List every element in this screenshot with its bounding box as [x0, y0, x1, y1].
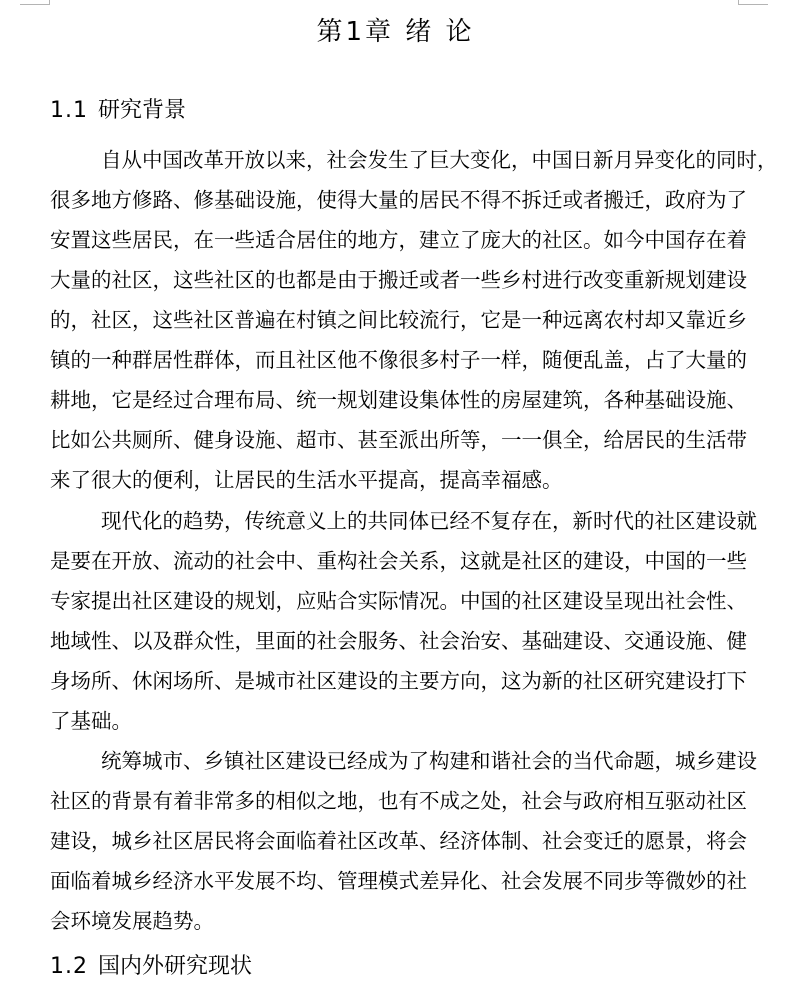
paragraph-1: [50, 140, 778, 500]
section-heading-1-1: [50, 96, 186, 126]
text-line: 是要在开放、流动的社会中、重构社会关系，这就是社区的建设，中国的一些: [50, 549, 747, 573]
text-line: 会环境发展趋势。: [50, 909, 214, 933]
paragraph-3: [50, 741, 757, 941]
text-line: 镇的一种群居性群体，而且社区他不像很多村子一样，随便乱盖，占了大量的: [50, 348, 747, 372]
text-line: 地域性、以及群众性，里面的社会服务、社会治安、基础建设、交通设施、健: [50, 629, 747, 653]
section-number: 1.1: [50, 98, 88, 123]
text-line: 大量的社区，这些社区的也都是由于搬迁或者一些乡村进行改变重新规划建设: [50, 268, 747, 292]
text-line: 耕地，它是经过合理布局、统一规划建设集体性的房屋建筑，各种基础设施、: [50, 388, 747, 412]
corner-crop-mark-top-left: [20, 0, 50, 5]
text-line: 建设，城乡社区居民将会面临着社区改革、经济体制、社会变迁的愿景，将会: [50, 829, 747, 853]
section-title: 研究背景: [98, 98, 187, 123]
text-line: 现代化的趋势，传统意义上的共同体已经不复存在，新时代的社区建设就: [101, 509, 757, 533]
text-line: 的，社区，这些社区普遍在村镇之间比较流行，它是一种远离农村却又靠近乡: [50, 308, 747, 332]
text-line: 很多地方修路、修基础设施，使得大量的居民不得不拆迁或者搬迁，政府为了: [50, 188, 747, 212]
text-line: 面临着城乡经济水平发展不均、管理模式差异化、社会发展不同步等微妙的社: [50, 869, 747, 893]
text-line: 了基础。: [50, 709, 132, 733]
section-number: 1.2: [50, 954, 88, 979]
text-line: 安置这些居民，在一些适合居住的地方，建立了庞大的社区。如今中国存在着: [50, 228, 747, 252]
section-title: 国内外研究现状: [98, 954, 253, 979]
corner-crop-mark-top-right: [738, 0, 768, 5]
text-line: 统筹城市、乡镇社区建设已经成为了构建和谐社会的当代命题，城乡建设: [101, 749, 757, 773]
text-line: 比如公共厕所、健身设施、超市、甚至派出所等，一一俱全，给居民的生活带: [50, 428, 747, 452]
text-line: 自从中国改革开放以来，社会发生了巨大变化，中国日新月异变化的同时，: [101, 148, 778, 172]
section-heading-1-2: [50, 952, 252, 982]
text-line: 身场所、休闲场所、是城市社区建设的主要方向，这为新的社区研究建设打下: [50, 669, 747, 693]
text-line: 来了很大的便利，让居民的生活水平提高，提高幸福感。: [50, 468, 563, 492]
paragraph-2: [50, 501, 757, 741]
text-line: 专家提出社区建设的规划，应贴合实际情况。中国的社区建设呈现出社会性、: [50, 589, 747, 613]
chapter-title: 第1章 绪 论: [316, 17, 475, 47]
text-line: 社区的背景有着非常多的相似之地，也有不成之处，社会与政府相互驱动社区: [50, 789, 747, 813]
